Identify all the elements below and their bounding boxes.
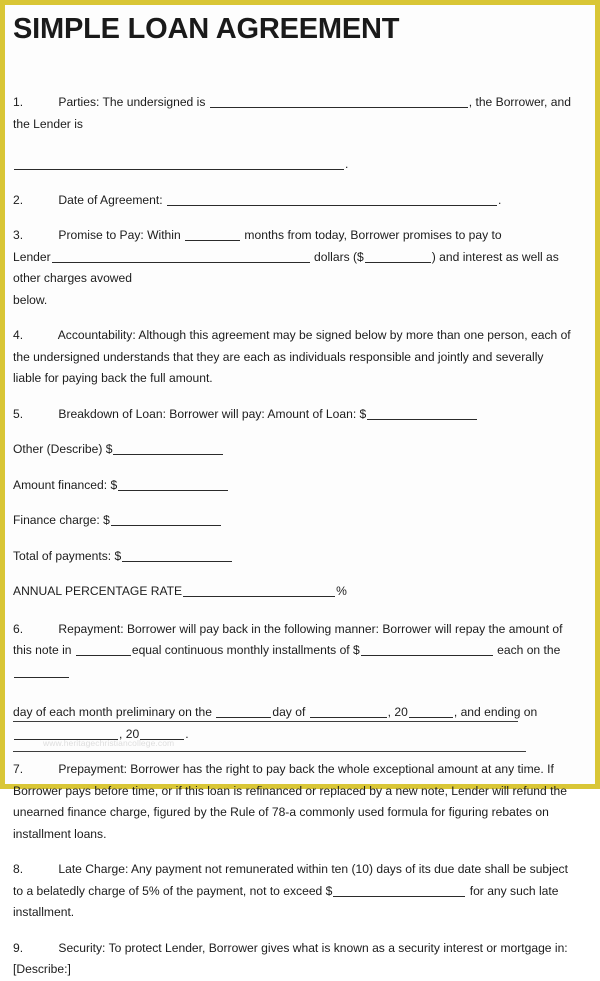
clause-3-text-e: ) and interest as well as other charges avowed bbox=[13, 249, 559, 285]
blank-amount-financed[interactable] bbox=[118, 478, 228, 491]
clause-6-text-g: , 20 bbox=[387, 705, 408, 719]
blank-start-year[interactable] bbox=[409, 705, 453, 718]
clause-6-number: 6. bbox=[13, 621, 24, 636]
breakdown-item-apr-label: ANNUAL PERCENTAGE RATE bbox=[13, 584, 183, 598]
clause-3 bbox=[13, 225, 583, 311]
blank-late-charge-max[interactable] bbox=[333, 884, 465, 897]
clause-7-line-4: installment loans. bbox=[13, 826, 107, 841]
clause-9 bbox=[13, 938, 583, 981]
blank-amount-of-loan[interactable] bbox=[367, 407, 477, 420]
clause-2-line-1 bbox=[13, 190, 583, 212]
clause-7 bbox=[13, 759, 583, 845]
clause-8 bbox=[13, 859, 583, 924]
clause-9-text-a: Security: To protect Lender, Borrower gives what is known as a security interest or mortgage in: bbox=[58, 940, 568, 955]
clause-6-text-f: day of bbox=[272, 705, 309, 719]
clause-3-text-a: Promise to Pay: Within bbox=[58, 228, 185, 242]
clause-7-line-1 bbox=[13, 759, 583, 781]
clause-6-text-i: , 20 bbox=[119, 726, 140, 741]
breakdown-item-total-of-payments-label: Total of payments: $ bbox=[13, 548, 122, 563]
clause-3-text-d: dollars ($ bbox=[310, 249, 364, 264]
blank-finance-charge[interactable] bbox=[111, 513, 221, 526]
clause-2-label: Date of Agreement: bbox=[58, 192, 166, 207]
clause-6-text-c: equal continuous monthly installments of $ bbox=[131, 643, 360, 657]
blank-months[interactable] bbox=[185, 228, 240, 241]
clause-9-number: 9. bbox=[13, 940, 24, 955]
blank-installment-amount[interactable] bbox=[361, 643, 493, 656]
blank-apr[interactable] bbox=[183, 584, 335, 597]
clause-9-line-2: [Describe:] bbox=[13, 962, 71, 976]
clause-7-text-a: Prepayment: Borrower has the right to pay back the whole exceptional amount at any time. If bbox=[58, 762, 554, 776]
clause-1-text-a: Parties: The undersigned is bbox=[58, 95, 209, 109]
clause-2 bbox=[13, 190, 583, 212]
clause-6-text-j: . bbox=[185, 726, 189, 741]
clause-2-period: . bbox=[497, 192, 502, 207]
clause-5 bbox=[13, 404, 583, 426]
breakdown-item-finance-charge bbox=[13, 510, 583, 532]
clause-6-text-h: , and ending on bbox=[453, 705, 538, 719]
clause-1-line-1 bbox=[13, 92, 583, 135]
breakdown-item-finance-charge-label: Finance charge: $ bbox=[13, 513, 110, 527]
blank-lender-name[interactable] bbox=[14, 157, 344, 170]
clause-4-text-a: Accountability: Although this agreement may be signed below by more than one person, each of bbox=[57, 328, 571, 342]
blank-total-of-payments[interactable] bbox=[122, 549, 232, 562]
breakdown-item-total-of-payments bbox=[13, 546, 583, 568]
clause-3-line-3: below. bbox=[13, 292, 48, 307]
clause-6-text-e: day of each month preliminary on the bbox=[13, 705, 216, 719]
clause-1-line-2 bbox=[13, 154, 583, 176]
clause-8-text-a: Late Charge: Any payment not remunerated within ten (10) days of its due date shall be subject bbox=[58, 862, 568, 876]
clause-4-line-3: liable for paying back the full amount. bbox=[13, 371, 213, 385]
clause-7-number: 7. bbox=[13, 762, 24, 776]
clause-4-line-1 bbox=[13, 325, 583, 347]
blank-start-day[interactable] bbox=[216, 705, 271, 718]
clause-7-line-2: Borrower pays before time, or if this loan is refinanced or replaced by a new note, Lender will refund the bbox=[13, 783, 567, 798]
breakdown-item-apr-suffix: % bbox=[336, 584, 347, 598]
blank-installment-count[interactable] bbox=[76, 643, 131, 656]
blank-payment-day[interactable] bbox=[14, 665, 69, 678]
clause-3-line-1 bbox=[13, 225, 583, 247]
clause-list bbox=[13, 92, 583, 981]
blank-amount-words[interactable] bbox=[52, 250, 310, 263]
clause-1-number: 1. bbox=[13, 95, 24, 109]
clause-5-number: 5. bbox=[13, 406, 24, 421]
clause-3-line-2 bbox=[13, 247, 583, 290]
clause-3-text-b: months from today, Borrower promises to pay to bbox=[241, 228, 502, 242]
breakdown-item-apr bbox=[13, 581, 583, 603]
breakdown-item-amount-financed-label: Amount financed: $ bbox=[13, 477, 118, 492]
clause-8-line-1 bbox=[13, 859, 583, 881]
clause-3-number: 3. bbox=[13, 228, 24, 242]
clause-6-line-2 bbox=[13, 640, 583, 683]
clause-4 bbox=[13, 325, 583, 390]
clause-3-text-c: Lender bbox=[13, 249, 51, 264]
breakdown-item-amount-financed bbox=[13, 475, 583, 497]
clause-8-line-2 bbox=[13, 881, 583, 924]
clause-7-line-3: unearned finance charge, figured by the Rule of 78-a commonly used formula for figuring rebates on bbox=[13, 805, 549, 819]
blank-borrower-name[interactable] bbox=[210, 95, 468, 108]
clause-9-line-1 bbox=[13, 938, 583, 960]
clause-1 bbox=[13, 92, 583, 176]
signature-line-1[interactable] bbox=[13, 721, 518, 722]
blank-start-month[interactable] bbox=[310, 705, 387, 718]
watermark-text: www.heritagechristiancollege.com bbox=[43, 738, 175, 748]
clause-4-number: 4. bbox=[13, 328, 24, 342]
clause-8-number: 8. bbox=[13, 862, 24, 876]
signature-line-2[interactable] bbox=[13, 751, 526, 752]
clause-8-text-b: to a belatedly charge of 5% of the payment, not to exceed $ bbox=[13, 883, 333, 898]
clause-6-line-1 bbox=[13, 619, 583, 641]
clause-8-text-c: for any such late installment. bbox=[13, 883, 559, 919]
document-body bbox=[5, 5, 595, 976]
clause-6-text-d: each on the bbox=[493, 643, 561, 657]
clause-1-text-b: , the Borrower, and the Lender is bbox=[13, 95, 571, 131]
clause-5-text-a: Breakdown of Loan: Borrower will pay: Amount of Loan: $ bbox=[58, 406, 367, 421]
clause-2-number: 2. bbox=[13, 192, 24, 207]
breakdown-item-other bbox=[13, 439, 583, 461]
blank-date-of-agreement[interactable] bbox=[167, 193, 497, 206]
blank-other-describe[interactable] bbox=[113, 442, 223, 455]
clause-6-text-b: this note in bbox=[13, 643, 75, 657]
breakdown-item-other-label: Other (Describe) $ bbox=[13, 442, 113, 456]
clause-6-text-a: Repayment: Borrower will pay back in the following manner: Borrower will repay the amount of bbox=[58, 621, 563, 636]
clause-1-period: . bbox=[345, 157, 349, 171]
clause-5-line-1 bbox=[13, 404, 583, 426]
clause-4-line-2: the undersigned understands that they are each as individuals responsible and jointly and severally bbox=[13, 349, 544, 364]
blank-amount-figures[interactable] bbox=[365, 250, 431, 263]
page-title: SIMPLE LOAN AGREEMENT bbox=[13, 13, 400, 45]
